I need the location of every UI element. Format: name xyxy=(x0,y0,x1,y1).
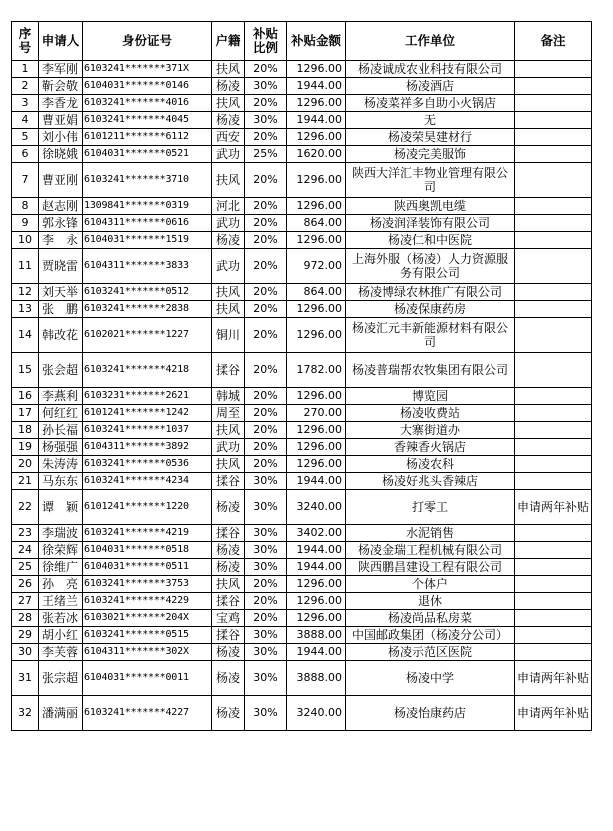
note-cell xyxy=(515,95,592,112)
employer-cell: 打零工 xyxy=(346,490,515,525)
employer-cell: 杨凌好兆头香辣店 xyxy=(346,473,515,490)
applicant-name-cell: 赵志刚 xyxy=(39,198,83,215)
table-row xyxy=(12,112,592,129)
id-number-cell: 6103241*******3710 xyxy=(83,163,212,198)
table-row xyxy=(12,439,592,456)
row-no-cell: 24 xyxy=(12,542,39,559)
applicant-name-cell: 郭永锋 xyxy=(39,215,83,232)
id-number-cell: 6104031*******0011 xyxy=(83,661,212,696)
amount-cell: 1296.00 xyxy=(287,163,346,198)
huji-cell: 杨凌 xyxy=(212,559,245,576)
amount-cell: 1296.00 xyxy=(287,422,346,439)
note-cell xyxy=(515,112,592,129)
employer-cell: 个体户 xyxy=(346,576,515,593)
note-cell xyxy=(515,318,592,353)
id-number-cell: 6103021*******204X xyxy=(83,610,212,627)
employer-cell: 杨凌荣昊建材行 xyxy=(346,129,515,146)
note-cell: 申请两年补贴 xyxy=(515,696,592,731)
applicant-name-cell: 靳会敬 xyxy=(39,78,83,95)
ratio-cell: 20% xyxy=(245,284,287,301)
amount-cell: 1296.00 xyxy=(287,439,346,456)
table-row xyxy=(12,318,592,353)
table-row xyxy=(12,473,592,490)
applicant-name-cell: 曹亚娟 xyxy=(39,112,83,129)
huji-cell: 扶风 xyxy=(212,422,245,439)
ratio-cell: 25% xyxy=(245,146,287,163)
row-no-cell: 13 xyxy=(12,301,39,318)
amount-cell: 1296.00 xyxy=(287,388,346,405)
note-cell: 申请两年补贴 xyxy=(515,661,592,696)
id-number-cell: 6103241*******4218 xyxy=(83,353,212,388)
employer-cell: 杨凌汇元丰新能源材料有限公司 xyxy=(346,318,515,353)
employer-cell: 陕西大洋汇丰物业管理有限公司 xyxy=(346,163,515,198)
row-no-cell: 30 xyxy=(12,644,39,661)
employer-cell: 杨凌尚品私房菜 xyxy=(346,610,515,627)
amount-cell: 3240.00 xyxy=(287,696,346,731)
huji-cell: 揉谷 xyxy=(212,473,245,490)
table-row xyxy=(12,95,592,112)
id-number-cell: 6104031*******0518 xyxy=(83,542,212,559)
applicant-name-cell: 何红红 xyxy=(39,405,83,422)
table-row xyxy=(12,129,592,146)
table-row xyxy=(12,610,592,627)
row-no-cell: 7 xyxy=(12,163,39,198)
ratio-cell: 30% xyxy=(245,473,287,490)
applicant-name-cell: 杨强强 xyxy=(39,439,83,456)
amount-cell: 3888.00 xyxy=(287,627,346,644)
employer-cell: 博览园 xyxy=(346,388,515,405)
employer-cell: 杨凌中学 xyxy=(346,661,515,696)
id-number-cell: 6103241*******0512 xyxy=(83,284,212,301)
header-row xyxy=(12,22,592,61)
row-no-cell: 32 xyxy=(12,696,39,731)
huji-cell: 杨凌 xyxy=(212,542,245,559)
note-cell xyxy=(515,456,592,473)
applicant-name-cell: 朱涛涛 xyxy=(39,456,83,473)
ratio-cell: 30% xyxy=(245,696,287,731)
note-cell xyxy=(515,405,592,422)
huji-cell: 杨凌 xyxy=(212,112,245,129)
id-number-cell: 6101211*******6112 xyxy=(83,129,212,146)
note-cell xyxy=(515,644,592,661)
row-no-cell: 14 xyxy=(12,318,39,353)
table-row xyxy=(12,627,592,644)
note-cell xyxy=(515,232,592,249)
row-no-cell: 12 xyxy=(12,284,39,301)
table-row xyxy=(12,696,592,731)
ratio-cell: 20% xyxy=(245,318,287,353)
ratio-cell: 20% xyxy=(245,215,287,232)
table-row xyxy=(12,525,592,542)
amount-cell: 1944.00 xyxy=(287,559,346,576)
note-cell xyxy=(515,542,592,559)
employer-cell: 杨凌农科 xyxy=(346,456,515,473)
table-row xyxy=(12,61,592,78)
row-no-cell: 10 xyxy=(12,232,39,249)
ratio-cell: 20% xyxy=(245,95,287,112)
amount-cell: 1296.00 xyxy=(287,318,346,353)
table-row xyxy=(12,284,592,301)
table-body xyxy=(12,61,592,731)
ratio-cell: 30% xyxy=(245,78,287,95)
note-cell xyxy=(515,439,592,456)
table-row xyxy=(12,490,592,525)
amount-cell: 3888.00 xyxy=(287,661,346,696)
huji-cell: 扶风 xyxy=(212,95,245,112)
amount-cell: 1296.00 xyxy=(287,61,346,78)
ratio-cell: 30% xyxy=(245,627,287,644)
header-note: 备注 xyxy=(515,22,592,61)
huji-cell: 杨凌 xyxy=(212,490,245,525)
id-number-cell: 6101241*******1242 xyxy=(83,405,212,422)
row-no-cell: 17 xyxy=(12,405,39,422)
row-no-cell: 1 xyxy=(12,61,39,78)
ratio-cell: 20% xyxy=(245,405,287,422)
id-number-cell: 1309841*******0319 xyxy=(83,198,212,215)
huji-cell: 揉谷 xyxy=(212,593,245,610)
applicant-name-cell: 徐荣辉 xyxy=(39,542,83,559)
row-no-cell: 21 xyxy=(12,473,39,490)
employer-cell: 杨凌诚成农业科技有限公司 xyxy=(346,61,515,78)
amount-cell: 1296.00 xyxy=(287,593,346,610)
note-cell xyxy=(515,61,592,78)
applicant-name-cell: 徐晓娥 xyxy=(39,146,83,163)
note-cell xyxy=(515,353,592,388)
employer-cell: 杨凌润泽装饰有限公司 xyxy=(346,215,515,232)
row-no-cell: 16 xyxy=(12,388,39,405)
id-number-cell: 6103241*******4045 xyxy=(83,112,212,129)
id-number-cell: 6103241*******3753 xyxy=(83,576,212,593)
employer-cell: 杨凌完美服饰 xyxy=(346,146,515,163)
note-cell xyxy=(515,559,592,576)
employer-cell: 杨凌示范区医院 xyxy=(346,644,515,661)
id-number-cell: 6103241*******4229 xyxy=(83,593,212,610)
table-row xyxy=(12,215,592,232)
employer-cell: 杨凌保康药房 xyxy=(346,301,515,318)
huji-cell: 杨凌 xyxy=(212,644,245,661)
row-no-cell: 19 xyxy=(12,439,39,456)
huji-cell: 扶风 xyxy=(212,301,245,318)
applicant-name-cell: 徐维广 xyxy=(39,559,83,576)
table-row xyxy=(12,559,592,576)
ratio-cell: 20% xyxy=(245,456,287,473)
applicant-name-cell: 张宗超 xyxy=(39,661,83,696)
huji-cell: 武功 xyxy=(212,439,245,456)
ratio-cell: 30% xyxy=(245,559,287,576)
employer-cell: 退休 xyxy=(346,593,515,610)
amount-cell: 1944.00 xyxy=(287,644,346,661)
employer-cell: 杨凌酒店 xyxy=(346,78,515,95)
id-number-cell: 6104311*******302X xyxy=(83,644,212,661)
ratio-cell: 20% xyxy=(245,301,287,318)
ratio-cell: 20% xyxy=(245,439,287,456)
id-number-cell: 6104311*******3833 xyxy=(83,249,212,284)
applicant-name-cell: 刘小伟 xyxy=(39,129,83,146)
ratio-cell: 30% xyxy=(245,112,287,129)
employer-cell: 无 xyxy=(346,112,515,129)
amount-cell: 270.00 xyxy=(287,405,346,422)
table-row xyxy=(12,249,592,284)
ratio-cell: 20% xyxy=(245,610,287,627)
huji-cell: 杨凌 xyxy=(212,78,245,95)
header-no: 序号 xyxy=(12,22,39,61)
huji-cell: 揉谷 xyxy=(212,627,245,644)
note-cell: 申请两年补贴 xyxy=(515,490,592,525)
header-applicant: 申请人 xyxy=(39,22,83,61)
applicant-name-cell: 潘满丽 xyxy=(39,696,83,731)
huji-cell: 扶风 xyxy=(212,576,245,593)
applicant-name-cell: 韩改花 xyxy=(39,318,83,353)
ratio-cell: 20% xyxy=(245,576,287,593)
note-cell xyxy=(515,525,592,542)
amount-cell: 1296.00 xyxy=(287,456,346,473)
huji-cell: 周至 xyxy=(212,405,245,422)
note-cell xyxy=(515,198,592,215)
row-no-cell: 25 xyxy=(12,559,39,576)
ratio-cell: 20% xyxy=(245,353,287,388)
table-row xyxy=(12,405,592,422)
header-amount: 补贴金额 xyxy=(287,22,346,61)
applicant-name-cell: 李军刚 xyxy=(39,61,83,78)
note-cell xyxy=(515,301,592,318)
note-cell xyxy=(515,610,592,627)
table-row xyxy=(12,576,592,593)
applicant-name-cell: 李燕利 xyxy=(39,388,83,405)
ratio-cell: 30% xyxy=(245,525,287,542)
table-row xyxy=(12,146,592,163)
huji-cell: 宝鸡 xyxy=(212,610,245,627)
row-no-cell: 4 xyxy=(12,112,39,129)
note-cell xyxy=(515,215,592,232)
table-row xyxy=(12,593,592,610)
id-number-cell: 6104031*******1519 xyxy=(83,232,212,249)
amount-cell: 864.00 xyxy=(287,284,346,301)
ratio-cell: 20% xyxy=(245,198,287,215)
row-no-cell: 18 xyxy=(12,422,39,439)
id-number-cell: 6103241*******0536 xyxy=(83,456,212,473)
amount-cell: 1296.00 xyxy=(287,198,346,215)
employer-cell: 大寨街道办 xyxy=(346,422,515,439)
table-row xyxy=(12,388,592,405)
amount-cell: 1944.00 xyxy=(287,473,346,490)
id-number-cell: 6104031*******0521 xyxy=(83,146,212,163)
ratio-cell: 20% xyxy=(245,593,287,610)
applicant-name-cell: 孙 亮 xyxy=(39,576,83,593)
row-no-cell: 11 xyxy=(12,249,39,284)
ratio-cell: 30% xyxy=(245,490,287,525)
huji-cell: 杨凌 xyxy=(212,661,245,696)
huji-cell: 扶风 xyxy=(212,456,245,473)
row-no-cell: 15 xyxy=(12,353,39,388)
note-cell xyxy=(515,129,592,146)
id-number-cell: 6103231*******2621 xyxy=(83,388,212,405)
id-number-cell: 6104031*******0146 xyxy=(83,78,212,95)
note-cell xyxy=(515,284,592,301)
amount-cell: 1944.00 xyxy=(287,78,346,95)
huji-cell: 扶风 xyxy=(212,284,245,301)
amount-cell: 3240.00 xyxy=(287,490,346,525)
employer-cell: 杨凌金瑞工程机械有限公司 xyxy=(346,542,515,559)
id-number-cell: 6103241*******0515 xyxy=(83,627,212,644)
table-row xyxy=(12,163,592,198)
employer-cell: 香辣香火锅店 xyxy=(346,439,515,456)
id-number-cell: 6103241*******4219 xyxy=(83,525,212,542)
row-no-cell: 29 xyxy=(12,627,39,644)
table-row xyxy=(12,644,592,661)
applicant-name-cell: 马东东 xyxy=(39,473,83,490)
id-number-cell: 6102021*******1227 xyxy=(83,318,212,353)
ratio-cell: 30% xyxy=(245,644,287,661)
applicant-name-cell: 李瑞波 xyxy=(39,525,83,542)
note-cell xyxy=(515,249,592,284)
employer-cell: 水泥销售 xyxy=(346,525,515,542)
ratio-cell: 20% xyxy=(245,163,287,198)
applicant-name-cell: 李芙蓉 xyxy=(39,644,83,661)
applicant-name-cell: 谭 颖 xyxy=(39,490,83,525)
amount-cell: 3402.00 xyxy=(287,525,346,542)
id-number-cell: 6103241*******4234 xyxy=(83,473,212,490)
amount-cell: 1296.00 xyxy=(287,301,346,318)
table-row xyxy=(12,232,592,249)
id-number-cell: 6104031*******0511 xyxy=(83,559,212,576)
employer-cell: 杨凌收费站 xyxy=(346,405,515,422)
huji-cell: 韩城 xyxy=(212,388,245,405)
amount-cell: 1296.00 xyxy=(287,129,346,146)
id-number-cell: 6103241*******371X xyxy=(83,61,212,78)
amount-cell: 1296.00 xyxy=(287,232,346,249)
row-no-cell: 23 xyxy=(12,525,39,542)
applicant-name-cell: 孙长福 xyxy=(39,422,83,439)
amount-cell: 1620.00 xyxy=(287,146,346,163)
row-no-cell: 26 xyxy=(12,576,39,593)
employer-cell: 上海外服（杨凌）人力资源服务有限公司 xyxy=(346,249,515,284)
applicant-name-cell: 张若冰 xyxy=(39,610,83,627)
ratio-cell: 20% xyxy=(245,61,287,78)
applicant-name-cell: 贾晓雷 xyxy=(39,249,83,284)
row-no-cell: 6 xyxy=(12,146,39,163)
header-employer: 工作单位 xyxy=(346,22,515,61)
note-cell xyxy=(515,78,592,95)
amount-cell: 1944.00 xyxy=(287,542,346,559)
row-no-cell: 27 xyxy=(12,593,39,610)
note-cell xyxy=(515,593,592,610)
ratio-cell: 20% xyxy=(245,422,287,439)
note-cell xyxy=(515,627,592,644)
id-number-cell: 6101241*******1220 xyxy=(83,490,212,525)
amount-cell: 864.00 xyxy=(287,215,346,232)
note-cell xyxy=(515,422,592,439)
id-number-cell: 6103241*******1037 xyxy=(83,422,212,439)
applicant-name-cell: 李香龙 xyxy=(39,95,83,112)
note-cell xyxy=(515,388,592,405)
note-cell xyxy=(515,163,592,198)
table-row xyxy=(12,542,592,559)
applicant-name-cell: 王绪兰 xyxy=(39,593,83,610)
table-row xyxy=(12,661,592,696)
amount-cell: 1782.00 xyxy=(287,353,346,388)
header-id-number: 身份证号 xyxy=(83,22,212,61)
ratio-cell: 20% xyxy=(245,388,287,405)
row-no-cell: 28 xyxy=(12,610,39,627)
id-number-cell: 6103241*******2838 xyxy=(83,301,212,318)
row-no-cell: 20 xyxy=(12,456,39,473)
row-no-cell: 3 xyxy=(12,95,39,112)
huji-cell: 西安 xyxy=(212,129,245,146)
applicant-name-cell: 张 鹏 xyxy=(39,301,83,318)
ratio-cell: 30% xyxy=(245,661,287,696)
huji-cell: 武功 xyxy=(212,249,245,284)
table-row xyxy=(12,353,592,388)
id-number-cell: 6103241*******4016 xyxy=(83,95,212,112)
table-row xyxy=(12,422,592,439)
employer-cell: 中国邮政集团（杨凌分公司） xyxy=(346,627,515,644)
subsidy-table xyxy=(11,21,592,731)
huji-cell: 揉谷 xyxy=(212,525,245,542)
employer-cell: 杨凌怡康药店 xyxy=(346,696,515,731)
huji-cell: 杨凌 xyxy=(212,696,245,731)
employer-cell: 杨凌博绿农林推广有限公司 xyxy=(346,284,515,301)
ratio-cell: 20% xyxy=(245,249,287,284)
note-cell xyxy=(515,473,592,490)
row-no-cell: 31 xyxy=(12,661,39,696)
employer-cell: 杨凌仁和中医院 xyxy=(346,232,515,249)
table-row xyxy=(12,198,592,215)
table-row xyxy=(12,456,592,473)
amount-cell: 972.00 xyxy=(287,249,346,284)
ratio-cell: 30% xyxy=(245,542,287,559)
huji-cell: 武功 xyxy=(212,215,245,232)
header-ratio: 补贴 比例 xyxy=(245,22,287,61)
huji-cell: 河北 xyxy=(212,198,245,215)
employer-cell: 陕西奥凯电缆 xyxy=(346,198,515,215)
header-huji: 户籍 xyxy=(212,22,245,61)
ratio-cell: 20% xyxy=(245,232,287,249)
employer-cell: 杨凌普瑞帮农牧集团有限公司 xyxy=(346,353,515,388)
applicant-name-cell: 刘天举 xyxy=(39,284,83,301)
huji-cell: 扶风 xyxy=(212,163,245,198)
huji-cell: 揉谷 xyxy=(212,353,245,388)
huji-cell: 武功 xyxy=(212,146,245,163)
row-no-cell: 22 xyxy=(12,490,39,525)
id-number-cell: 6104311*******3892 xyxy=(83,439,212,456)
employer-cell: 陕西鹏昌建设工程有限公司 xyxy=(346,559,515,576)
ratio-cell: 20% xyxy=(245,129,287,146)
applicant-name-cell: 张会超 xyxy=(39,353,83,388)
id-number-cell: 6103241*******4227 xyxy=(83,696,212,731)
amount-cell: 1296.00 xyxy=(287,576,346,593)
huji-cell: 杨凌 xyxy=(212,232,245,249)
row-no-cell: 9 xyxy=(12,215,39,232)
row-no-cell: 5 xyxy=(12,129,39,146)
note-cell xyxy=(515,146,592,163)
row-no-cell: 2 xyxy=(12,78,39,95)
table-row xyxy=(12,78,592,95)
amount-cell: 1296.00 xyxy=(287,610,346,627)
id-number-cell: 6104311*******0616 xyxy=(83,215,212,232)
applicant-name-cell: 胡小红 xyxy=(39,627,83,644)
employer-cell: 杨凌菜祥多自助小火锅店 xyxy=(346,95,515,112)
table-row xyxy=(12,301,592,318)
note-cell xyxy=(515,576,592,593)
amount-cell: 1944.00 xyxy=(287,112,346,129)
huji-cell: 铜川 xyxy=(212,318,245,353)
row-no-cell: 8 xyxy=(12,198,39,215)
applicant-name-cell: 曹亚刚 xyxy=(39,163,83,198)
huji-cell: 扶风 xyxy=(212,61,245,78)
amount-cell: 1296.00 xyxy=(287,95,346,112)
applicant-name-cell: 李 永 xyxy=(39,232,83,249)
